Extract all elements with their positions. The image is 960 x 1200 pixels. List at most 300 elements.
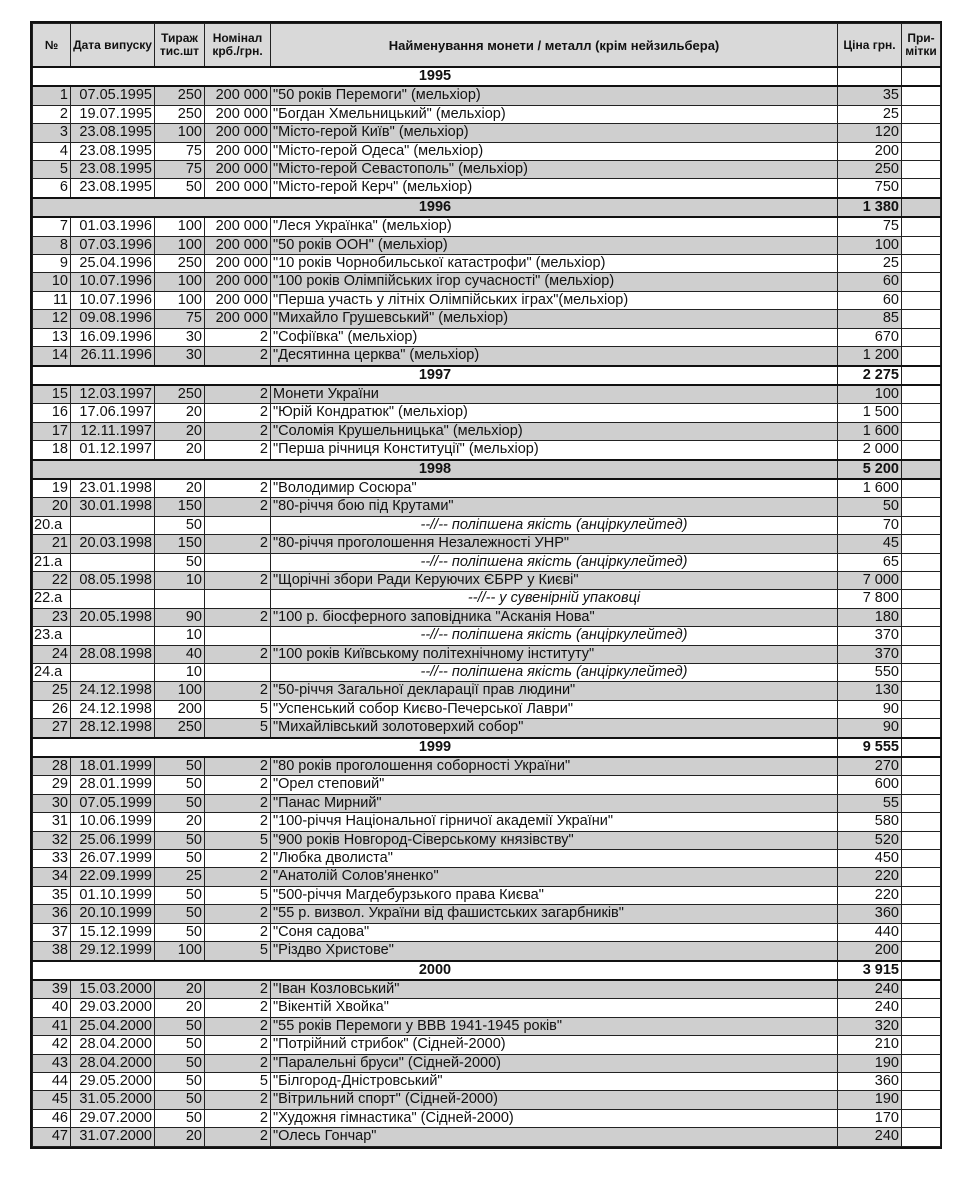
mintage: 50 [155,179,205,198]
notes-cell [902,310,941,328]
notes-cell [902,441,941,460]
row-num: 34 [33,868,71,886]
coin-catalog-sheet [30,21,942,1149]
coin-name: "Юрій Кондратюк" (мельхіор) [271,404,838,422]
row-num: 27 [33,719,71,738]
coin-name: Монети України [271,385,838,404]
mintage: 50 [155,1036,205,1054]
coin-name: "Любка дволиста" [271,850,838,868]
notes-cell [902,627,941,645]
price: 520 [838,831,902,849]
notes-cell [902,645,941,663]
nominal: 2 [205,535,271,553]
row-num: 25 [33,682,71,700]
nominal: 2 [205,794,271,812]
issue-date: 12.03.1997 [71,385,155,404]
nominal: 2 [205,479,271,498]
notes-cell [902,1091,941,1109]
coin-row [33,757,941,776]
nominal: 2 [205,422,271,440]
coin-name: "Потрійний стрибок" (Сідней-2000) [271,1036,838,1054]
mintage: 50 [155,886,205,904]
row-num: 8 [33,236,71,254]
notes-cell [902,700,941,718]
notes-cell [902,236,941,254]
nominal: 2 [205,999,271,1017]
price: 240 [838,1128,902,1146]
coin-name: "100 р. біосферного заповідника "Асканія Нова" [271,608,838,626]
row-num: 5 [33,161,71,179]
year-row [33,198,941,217]
coin-row [33,217,941,236]
coin-row [33,719,941,738]
nominal: 2 [205,385,271,404]
coin-name: "55 років Перемоги у ВВВ 1941-1945 років" [271,1017,838,1035]
header-notes: При-мітки [902,24,941,68]
nominal: 5 [205,700,271,718]
issue-date: 29.07.2000 [71,1109,155,1127]
year-label: 1999 [33,738,838,757]
row-num: 11 [33,291,71,309]
nominal: 2 [205,441,271,460]
coin-catalog-table [32,23,941,1147]
row-num: 43 [33,1054,71,1072]
price: 550 [838,664,902,682]
coin-name: --//-- поліпшена якість (анціркулейтед) [271,627,838,645]
coin-name: "900 років Новгород-Сіверському князівству" [271,831,838,849]
coin-row [33,942,941,961]
row-num: 20.a [33,516,71,534]
nominal: 2 [205,1091,271,1109]
price: 750 [838,179,902,198]
notes-cell [902,1036,941,1054]
catalog-body [33,67,941,1146]
issue-date: 23.01.1998 [71,479,155,498]
price: 370 [838,627,902,645]
nominal: 2 [205,757,271,776]
notes-cell [902,923,941,941]
mintage: 100 [155,942,205,961]
coin-name: "Володимир Сосюра" [271,479,838,498]
price: 200 [838,942,902,961]
coin-row [33,142,941,160]
mintage: 10 [155,627,205,645]
coin-row [33,980,941,999]
row-num: 33 [33,850,71,868]
issue-date: 01.10.1999 [71,886,155,904]
mintage: 30 [155,347,205,366]
price: 180 [838,608,902,626]
mintage: 100 [155,217,205,236]
nominal: 5 [205,719,271,738]
mintage: 50 [155,553,205,571]
row-num: 35 [33,886,71,904]
issue-date: 08.05.1998 [71,571,155,589]
mintage: 250 [155,255,205,273]
mintage: 75 [155,142,205,160]
notes-cell [902,553,941,571]
coin-name: "Панас Мирний" [271,794,838,812]
price: 170 [838,1109,902,1127]
nominal: 200 000 [205,161,271,179]
price: 220 [838,886,902,904]
row-num: 26 [33,700,71,718]
coin-row [33,161,941,179]
row-num: 23 [33,608,71,626]
nominal: 200 000 [205,273,271,291]
price: 440 [838,923,902,941]
row-num: 36 [33,905,71,923]
coin-row [33,441,941,460]
price: 25 [838,255,902,273]
mintage: 50 [155,1091,205,1109]
variant-row [33,664,941,682]
notes-cell [902,516,941,534]
nominal: 2 [205,645,271,663]
issue-date: 20.10.1999 [71,905,155,923]
row-num: 10 [33,273,71,291]
notes-cell [902,460,941,479]
coin-row [33,1054,941,1072]
mintage: 150 [155,535,205,553]
nominal: 2 [205,813,271,831]
coin-name: "Вітрильний спорт" (Сідней-2000) [271,1091,838,1109]
issue-date: 28.01.1999 [71,776,155,794]
coin-name: "Іван Козловський" [271,980,838,999]
coin-name: "Місто-герой Київ" (мельхіор) [271,124,838,142]
notes-cell [902,980,941,999]
price: 75 [838,217,902,236]
mintage: 50 [155,1072,205,1090]
notes-cell [902,217,941,236]
row-num: 47 [33,1128,71,1146]
coin-row [33,236,941,254]
row-num: 21.a [33,553,71,571]
notes-cell [902,255,941,273]
coin-name: "Перша участь у літніх Олімпійських іграх"(мельхіор) [271,291,838,309]
nominal: 2 [205,682,271,700]
variant-row [33,553,941,571]
price: 90 [838,719,902,738]
mintage: 10 [155,664,205,682]
coin-name: "Білгород-Дністровський" [271,1072,838,1090]
row-num: 19 [33,479,71,498]
price: 360 [838,1072,902,1090]
price: 50 [838,498,902,516]
notes-cell [902,328,941,346]
price: 70 [838,516,902,534]
header-nominal: Номінал крб./грн. [205,24,271,68]
coin-row [33,850,941,868]
nominal: 200 000 [205,217,271,236]
price: 190 [838,1091,902,1109]
variant-row [33,590,941,608]
nominal: 2 [205,1017,271,1035]
price: 220 [838,868,902,886]
issue-date: 07.05.1995 [71,86,155,105]
price: 55 [838,794,902,812]
issue-date: 31.07.2000 [71,1128,155,1146]
issue-date: 24.12.1998 [71,682,155,700]
year-label: 1997 [33,366,838,385]
notes-cell [902,105,941,123]
nominal [205,516,271,534]
issue-date: 19.07.1995 [71,105,155,123]
notes-cell [902,794,941,812]
row-num: 4 [33,142,71,160]
coin-name: "Михайлівський золотоверхий собор" [271,719,838,738]
issue-date: 23.08.1995 [71,124,155,142]
notes-cell [902,608,941,626]
coin-row [33,535,941,553]
mintage: 90 [155,608,205,626]
price: 250 [838,161,902,179]
issue-date: 20.05.1998 [71,608,155,626]
coin-row [33,923,941,941]
year-row [33,738,941,757]
row-num: 39 [33,980,71,999]
coin-name: "Софіївка" (мельхіор) [271,328,838,346]
coin-row [33,310,941,328]
header-date: Дата випуску [71,24,155,68]
coin-name: "Щорічні збори Ради Керуючих ЄБРР у Києві" [271,571,838,589]
mintage: 250 [155,385,205,404]
nominal: 2 [205,868,271,886]
coin-name: "10 років Чорнобильської катастрофи" (мельхіор) [271,255,838,273]
notes-cell [902,1128,941,1146]
price: 100 [838,236,902,254]
mintage: 20 [155,479,205,498]
coin-name: "50-річчя Загальної декларації прав людини" [271,682,838,700]
issue-date: 07.05.1999 [71,794,155,812]
notes-cell [902,961,941,980]
notes-cell [902,942,941,961]
price: 600 [838,776,902,794]
nominal: 2 [205,905,271,923]
mintage: 50 [155,757,205,776]
price: 200 [838,142,902,160]
row-num: 1 [33,86,71,105]
coin-row [33,571,941,589]
nominal [205,664,271,682]
nominal: 5 [205,886,271,904]
row-num: 40 [33,999,71,1017]
notes-cell [902,831,941,849]
mintage: 20 [155,813,205,831]
issue-date: 07.03.1996 [71,236,155,254]
row-num: 15 [33,385,71,404]
price: 7 000 [838,571,902,589]
mintage: 250 [155,719,205,738]
mintage: 20 [155,404,205,422]
nominal: 200 000 [205,86,271,105]
price: 240 [838,999,902,1017]
mintage: 100 [155,273,205,291]
issue-date: 15.03.2000 [71,980,155,999]
row-num: 46 [33,1109,71,1127]
notes-cell [902,757,941,776]
coin-name: --//-- у сувенірній упаковці [271,590,838,608]
issue-date: 28.04.2000 [71,1054,155,1072]
row-num: 18 [33,441,71,460]
issue-date: 25.06.1999 [71,831,155,849]
coin-name: "55 р. визвол. України від фашистських загарбників" [271,905,838,923]
notes-cell [902,422,941,440]
coin-row [33,794,941,812]
nominal [205,627,271,645]
price: 270 [838,757,902,776]
nominal: 2 [205,1109,271,1127]
issue-date: 26.11.1996 [71,347,155,366]
coin-row [33,700,941,718]
issue-date [71,553,155,571]
nominal: 2 [205,1128,271,1146]
issue-date: 23.08.1995 [71,142,155,160]
mintage: 50 [155,1109,205,1127]
notes-cell [902,142,941,160]
nominal [205,590,271,608]
row-num: 12 [33,310,71,328]
coin-name: "Десятинна церква" (мельхіор) [271,347,838,366]
issue-date: 30.01.1998 [71,498,155,516]
issue-date: 29.03.2000 [71,999,155,1017]
row-num: 13 [33,328,71,346]
coin-row [33,385,941,404]
mintage: 250 [155,86,205,105]
coin-row [33,868,941,886]
issue-date: 28.12.1998 [71,719,155,738]
price: 100 [838,385,902,404]
notes-cell [902,86,941,105]
nominal: 200 000 [205,255,271,273]
mintage: 100 [155,236,205,254]
issue-date: 20.03.1998 [71,535,155,553]
row-num: 7 [33,217,71,236]
issue-date [71,664,155,682]
price: 1 200 [838,347,902,366]
issue-date: 28.04.2000 [71,1036,155,1054]
year-total: 5 200 [838,460,902,479]
coin-row [33,255,941,273]
row-num: 9 [33,255,71,273]
issue-date: 10.07.1996 [71,273,155,291]
coin-row [33,347,941,366]
coin-name: "Богдан Хмельницький" (мельхіор) [271,105,838,123]
coin-name: "Соломія Крушельницька" (мельхіор) [271,422,838,440]
nominal: 200 000 [205,142,271,160]
nominal: 2 [205,776,271,794]
coin-name: "500-річчя Магдебурзького права Києва" [271,886,838,904]
nominal: 2 [205,1054,271,1072]
row-num: 28 [33,757,71,776]
row-num: 29 [33,776,71,794]
coin-row [33,886,941,904]
notes-cell [902,273,941,291]
header-name: Найменування монети / металл (крім нейзильбера) [271,24,838,68]
year-total: 2 275 [838,366,902,385]
notes-cell [902,161,941,179]
coin-name: "Леся Українка" (мельхіор) [271,217,838,236]
issue-date: 15.12.1999 [71,923,155,941]
notes-cell [902,571,941,589]
mintage: 20 [155,441,205,460]
notes-cell [902,291,941,309]
notes-cell [902,404,941,422]
price: 85 [838,310,902,328]
header-num: № [33,24,71,68]
issue-date: 28.08.1998 [71,645,155,663]
nominal [205,553,271,571]
header-run: Тираж тис.шт [155,24,205,68]
row-num: 22.a [33,590,71,608]
nominal: 5 [205,942,271,961]
row-num: 24 [33,645,71,663]
coin-row [33,1128,941,1146]
row-num: 21 [33,535,71,553]
issue-date [71,516,155,534]
notes-cell [902,347,941,366]
row-num: 3 [33,124,71,142]
coin-row [33,291,941,309]
price: 580 [838,813,902,831]
issue-date: 25.04.2000 [71,1017,155,1035]
row-num: 20 [33,498,71,516]
coin-row [33,124,941,142]
coin-name: "Перша річниця Конституції" (мельхіор) [271,441,838,460]
header-price: Ціна грн. [838,24,902,68]
notes-cell [902,124,941,142]
issue-date: 16.09.1996 [71,328,155,346]
mintage: 30 [155,328,205,346]
nominal: 200 000 [205,236,271,254]
issue-date: 26.07.1999 [71,850,155,868]
notes-cell [902,498,941,516]
row-num: 44 [33,1072,71,1090]
mintage: 20 [155,980,205,999]
coin-row [33,999,941,1017]
notes-cell [902,366,941,385]
issue-date: 29.05.2000 [71,1072,155,1090]
row-num: 6 [33,179,71,198]
notes-cell [902,682,941,700]
issue-date: 23.08.1995 [71,161,155,179]
row-num: 23.a [33,627,71,645]
coin-name: "80-річчя проголошення Незалежності УНР" [271,535,838,553]
price: 360 [838,905,902,923]
mintage: 20 [155,999,205,1017]
coin-name: "80 років проголошення соборності України" [271,757,838,776]
coin-name: "Соня садова" [271,923,838,941]
year-label: 1998 [33,460,838,479]
price: 60 [838,273,902,291]
coin-name: "Паралельні бруси" (Сідней-2000) [271,1054,838,1072]
year-total [838,67,902,86]
header-row [33,24,941,68]
issue-date: 01.12.1997 [71,441,155,460]
nominal: 200 000 [205,105,271,123]
price: 60 [838,291,902,309]
nominal: 2 [205,498,271,516]
nominal: 200 000 [205,179,271,198]
mintage: 10 [155,571,205,589]
mintage: 150 [155,498,205,516]
mintage: 40 [155,645,205,663]
issue-date: 31.05.2000 [71,1091,155,1109]
nominal: 2 [205,980,271,999]
issue-date: 10.07.1996 [71,291,155,309]
mintage: 100 [155,291,205,309]
coin-name: "100 років Олімпійських ігор сучасності" (мельхіор) [271,273,838,291]
